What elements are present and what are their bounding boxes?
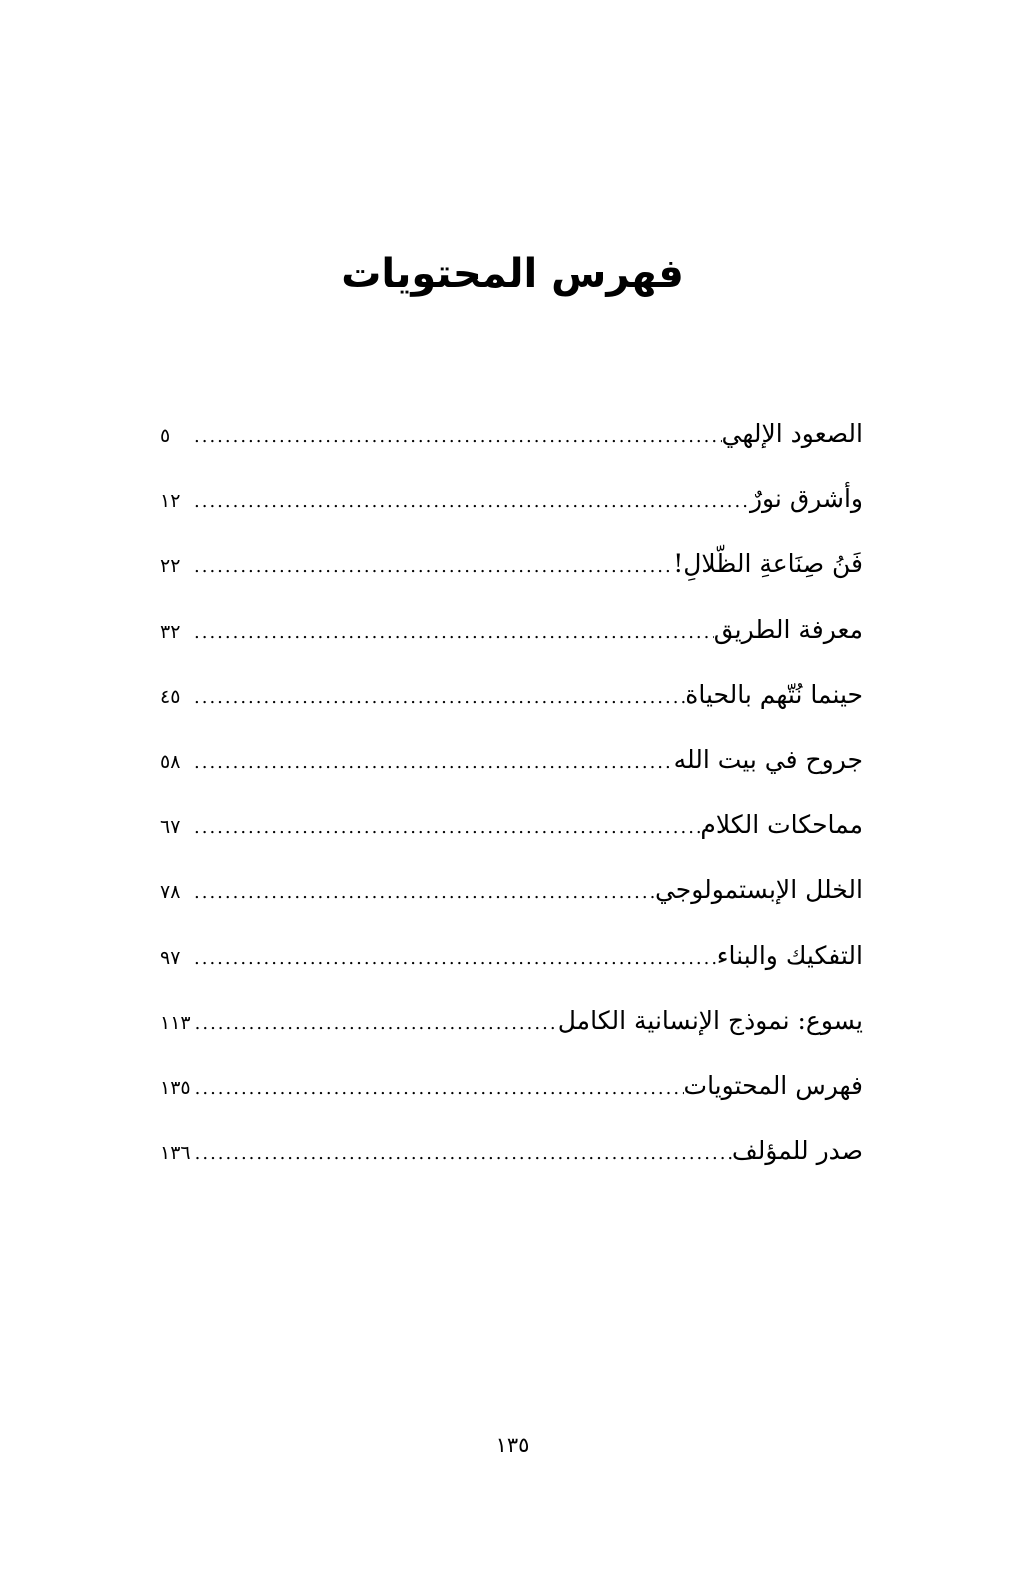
dot-leader (191, 998, 558, 1050)
toc-entry-title: وأشرق نورٌ (749, 484, 863, 514)
toc-entry-page: ٧٨ (160, 881, 181, 904)
dot-leader (190, 802, 700, 854)
toc-entry-title: جروح في بيت الله (673, 744, 863, 774)
dot-leader (190, 672, 685, 724)
toc-entry-title: يسوع: نموذج الإنسانية الكامل (557, 1005, 863, 1035)
table-of-contents (160, 408, 863, 1190)
toc-entry (160, 799, 863, 864)
page-number: ١٣٥ (495, 1433, 530, 1457)
toc-entry-title: معرفة الطريق (713, 614, 863, 644)
toc-entry (160, 1060, 863, 1125)
toc-entry-page: ١٣٦ (160, 1142, 191, 1165)
dot-leader (191, 1063, 684, 1115)
toc-entry-page: ٢٢ (160, 555, 181, 578)
toc-entry-title: فَنُ صِنَاعةِ الظّلالِ! (673, 549, 863, 579)
toc-entry (160, 669, 863, 734)
dot-leader (190, 411, 722, 463)
toc-entry-title: التفكيك والبناء (716, 940, 863, 970)
toc-entry (160, 734, 863, 799)
toc-entry-page: ٥ (160, 425, 171, 447)
toc-entry-title: صدر للمؤلف (731, 1136, 863, 1166)
dot-leader (190, 476, 750, 528)
toc-entry-page: ١١٣ (160, 1011, 191, 1034)
dot-leader (191, 1128, 732, 1180)
toc-entry-title: حينما نُتّهم بالحياة (685, 679, 863, 709)
toc-entry (160, 408, 863, 473)
toc-entry (160, 930, 863, 995)
toc-entry (160, 995, 863, 1060)
toc-entry-page: ١٢ (160, 490, 181, 513)
dot-leader (190, 867, 655, 919)
toc-entry (160, 473, 863, 538)
toc-entry-title: الصعود الإلهي (721, 419, 863, 448)
toc-entry (160, 604, 863, 669)
toc-entry-page: ٦٧ (160, 816, 181, 839)
toc-entry-page: ٩٧ (160, 946, 181, 969)
page-title: فهرس المحتويات (341, 251, 684, 297)
dot-leader (190, 541, 673, 593)
toc-entry (160, 864, 863, 929)
toc-entry-page: ٤٥ (160, 685, 181, 708)
toc-entry-title: مماحكات الكلام (700, 810, 863, 840)
toc-entry-page: ٥٨ (160, 750, 181, 773)
dot-leader (190, 933, 717, 985)
toc-entry-page: ٣٢ (160, 620, 181, 643)
toc-entry-page: ١٣٥ (160, 1076, 191, 1099)
dot-leader (190, 607, 714, 659)
toc-entry-title: فهرس المحتويات (683, 1070, 863, 1100)
dot-leader (190, 737, 674, 789)
toc-entry-title: الخلل الإبستمولوجي (654, 875, 863, 905)
toc-entry (160, 1125, 863, 1190)
toc-entry (160, 538, 863, 603)
